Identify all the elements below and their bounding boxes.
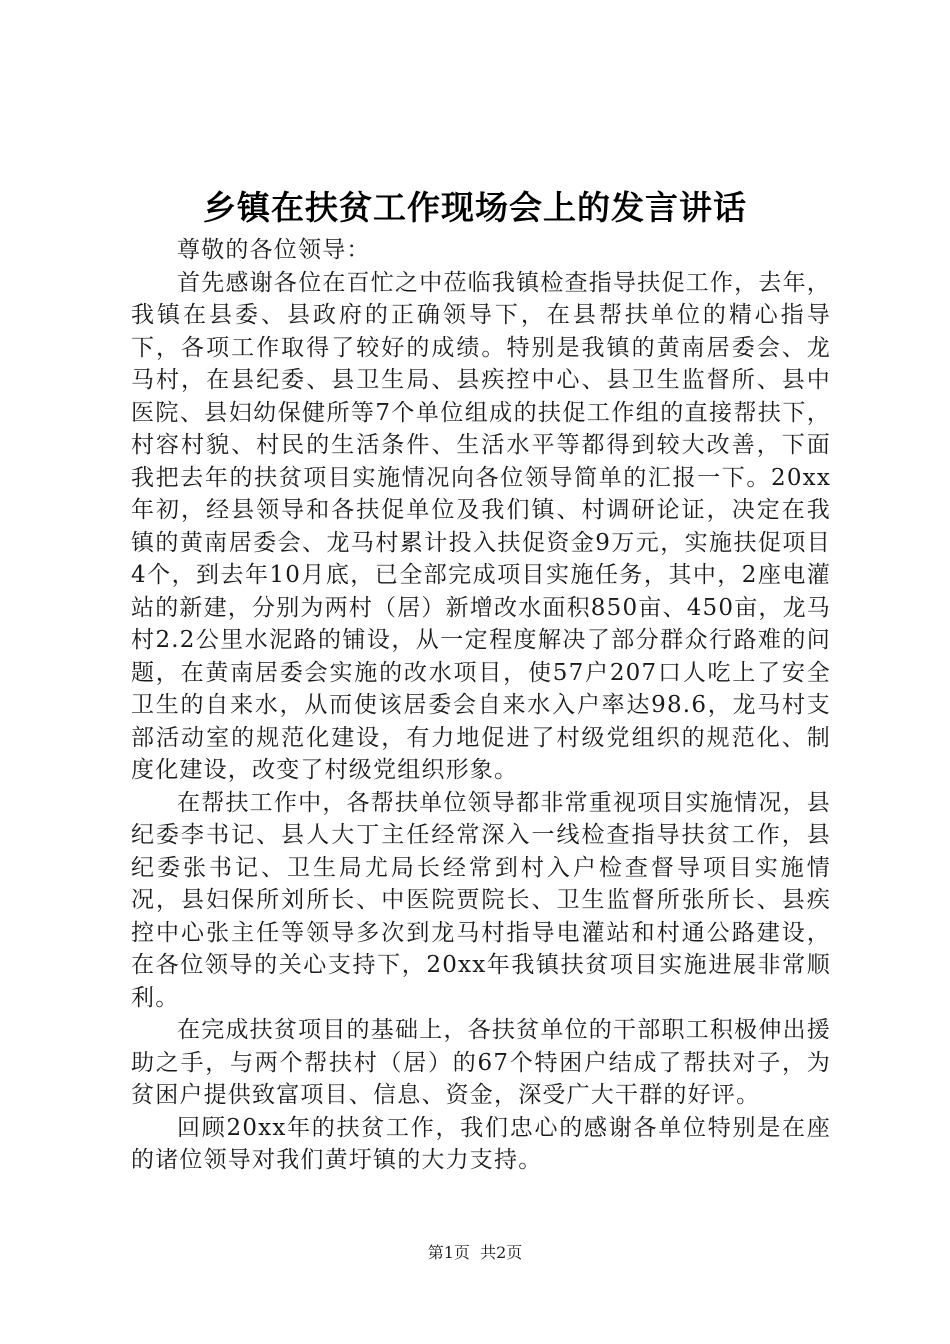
document-title: 乡镇在扶贫工作现场会上的发言讲话 <box>203 188 747 227</box>
page-current: 第1页 <box>427 1243 470 1262</box>
document-body <box>131 234 831 1177</box>
page-total: 共2页 <box>480 1243 523 1262</box>
paragraph-2: 在帮扶工作中，各帮扶单位领导都非常重视项目实施情况，县纪委李书记、县人大丁主任经常深入一线检查指导扶贫工作，县纪委张书记、卫生局尤局长经常到村入户检查督导项目实施情况，县妇保所刘所长、中医院贾院长、卫生监督所张所长、县疾控中心张主任等领导多次到龙马村指导电灌站和村通公路建设，在各位领导的关心支持下，20xx年我镇扶贫项目实施进展非常顺利。 <box>131 789 831 1011</box>
paragraph-4: 回顾20xx年的扶贫工作，我们忠心的感谢各单位特别是在座的诸位领导对我们黄圩镇的大力支持。 <box>131 1114 831 1173</box>
page-footer <box>0 1242 950 1264</box>
salutation: 尊敬的各位领导： <box>177 237 371 263</box>
paragraph-3: 在完成扶贫项目的基础上，各扶贫单位的干部职工积极伸出援助之手，与两个帮扶村（居）的67个特困户结成了帮扶对子，为贫困户提供致富项目、信息、资金，深受广大干群的好评。 <box>131 1017 831 1108</box>
paragraph-1: 首先感谢各位在百忙之中莅临我镇检查指导扶促工作，去年，我镇在县委、县政府的正确领导下，在县帮扶单位的精心指导下，各项工作取得了较好的成绩。特别是我镇的黄南居委会、龙马村，在县纪委、县卫生局、县疾控中心、县卫生监督所、县中医院、县妇幼保健所等7个单位组成的扶促工作组的直接帮扶下，村容村貌、村民的生活条件、生活水平等都得到较大改善，下面我把去年的扶贫项目实施情况向各位领导简单的汇报一下。20xx年初，经县领导和各扶促单位及我们镇、村调研论证，决定在我镇的黄南居委会、龙马村累计投入扶促资金9万元，实施扶促项目4个，到去年10月底，已全部完成项目实施任务，其中，2座电灌站的新建，分别为两村（居）新增改水面积850亩、450亩，龙马村2.2公里水泥路的铺设，从一定程度解决了部分群众行路难的问题，在黄南居委会实施的改水项目，使57户207口人吃上了安全卫生的自来水，从而使该居委会自来水入户率达98.6，龙马村支部活动室的规范化建设，有力地促进了村级党组织的规范化、制度化建设，改变了村级党组织形象。 <box>131 269 831 783</box>
